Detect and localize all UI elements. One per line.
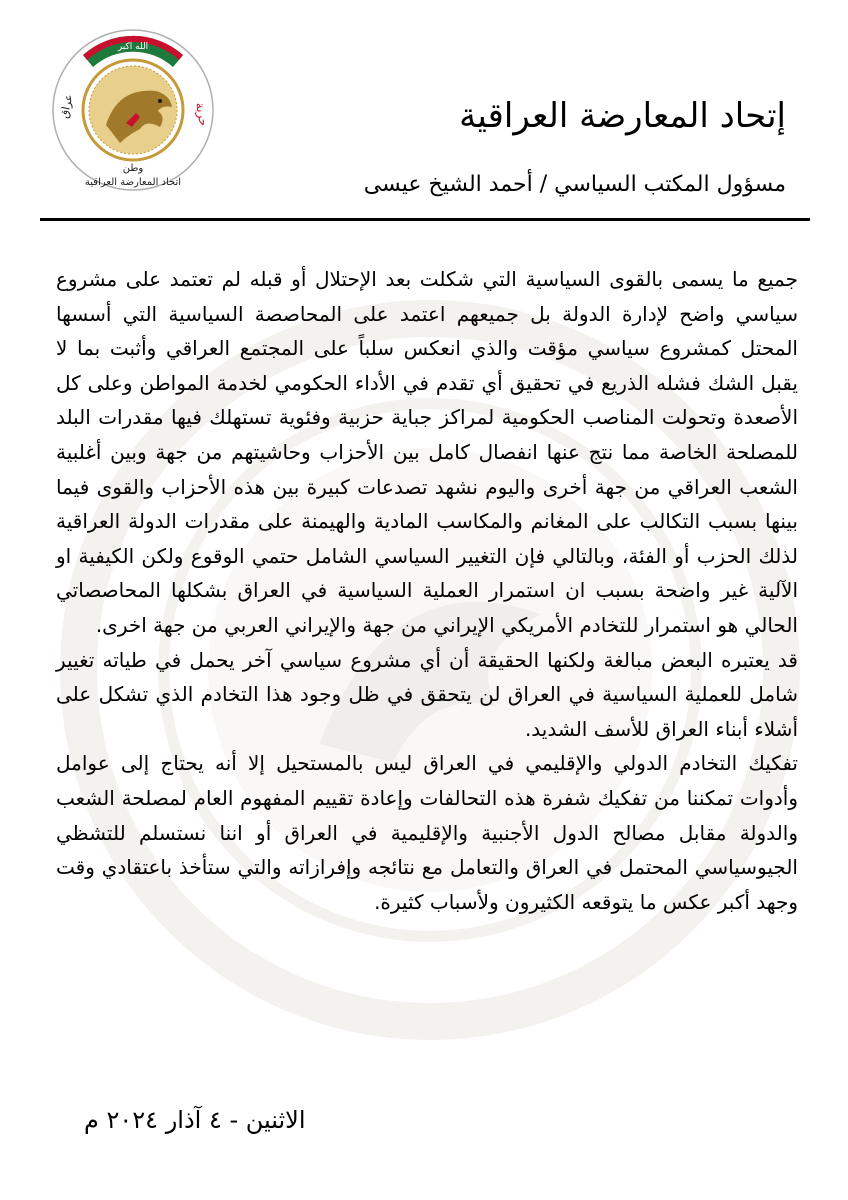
organization-name: إتحاد المعارضة العراقية (459, 96, 786, 136)
paragraph: جميع ما يسمى بالقوى السياسية التي شكلت بعد الإحتلال أو قبله لم تعتمد على مشروع سياسي واضح لإدارة الدولة بل جميعهم اعتمد على المحاصصة السياسية التي أسسها المحتل كمشروع سياسي مؤقت والذي انعكس سلباً على المجتمع العراقي وأثبت بما لا يقبل الشك فشله الذريع في تحقيق أي تقدم في الأداء الحكومي لخدمة المواطن وعلى كل الأصعدة وتحولت المناصب الحكومية لمراكز جباية حزبية وفئوية تستهلك فيها مقدرات البلد للمصلحة الخاصة مما نتج عنها انفصال كامل بين الأحزاب وحاشيتهم من جهة وبين أغلبية الشعب العراقي من جهة أخرى واليوم نشهد تصدعات كبيرة بين هذه الأحزاب والقوى فيما بينها بسبب التكالب على المغانم والمكاسب المادية والهيمنة على مقدرات الدولة العراقية لذلك الحزب أو الفئة، وبالتالي فإن التغيير السياسي الشامل حتمي الوقوع ولكن الكيفية او الآلية غير واضحة بسبب ان استمرار العملية السياسية في العراق بشكلها المحاصصاتي الحالي هو استمرار للتخادم الأمريكي الإيراني من جهة والإيراني العربي من جهة اخرى. (56, 267, 798, 637)
paragraph: تفكيك التخادم الدولي والإقليمي في العراق ليس بالمستحيل إلا أنه يحتاج إلى عوامل وأدوات تمكننا من تفكيك شفرة هذه التحالفات وإعادة تقييم المفهوم العام لمصلحة الشعب والدولة مقابل مصالح الدول الأجنبية والإقليمية في العراق أو اننا نستسلم للتشظي الجيوسياسي المحتمل في العراق والتعامل مع نتائجه وإفرازاته والتي ستأخذ باعتقادي وقت وجهد أكبر عكس ما يتوقعه الكثيرون ولأسباب كثيرة. (56, 751, 798, 914)
organization-logo (48, 25, 218, 195)
statement-date: الاثنين - ٤ آذار ٢٠٢٤ م (84, 1106, 306, 1134)
paragraph: قد يعتبره البعض مبالغة ولكنها الحقيقة أن أي مشروع سياسي آخر يحمل في طياته تغيير شامل للعملية السياسية في العراق لن يتحقق في ظل وجود هذا التخادم الذي تشكل على أشلاء أبناء العراق للأسف الشديد. (56, 647, 798, 741)
logo-left-text: عراق (57, 93, 76, 120)
logo-arc-text: اتحاد المعارضة العراقية (84, 177, 182, 188)
header-divider (40, 218, 810, 221)
logo-top-text: الله اكبر (117, 42, 149, 52)
signatory-line: مسؤول المكتب السياسي / أحمد الشيخ عيسى (363, 172, 786, 197)
statement-body (56, 262, 798, 919)
logo-right-text: حرية (192, 101, 211, 128)
logo-bottom-text: وطن (122, 163, 144, 174)
